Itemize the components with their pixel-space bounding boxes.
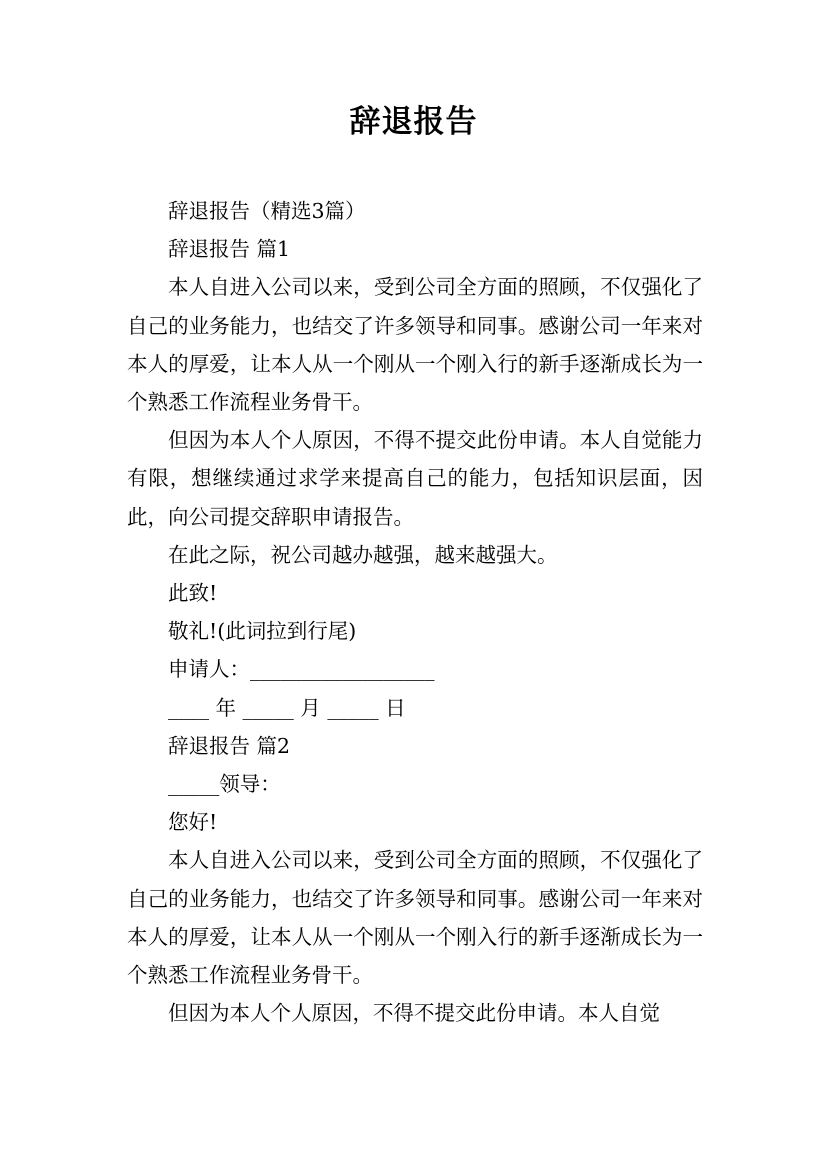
body-paragraph: 本人自进入公司以来，受到公司全方面的照顾，不仅强化了自己的业务能力，也结交了许多领导和同事。感谢公司一年来对本人的厚爱，让本人从一个刚从一个刚入行的新手逐渐成长为一个熟悉工作流程业务骨干。 bbox=[127, 275, 703, 415]
date-line: ____ 年 _____ 月 _____ 日 bbox=[168, 695, 406, 720]
closing-line: 此致! bbox=[168, 581, 218, 606]
salutation-line: 敬礼!(此词拉到行尾) bbox=[168, 619, 357, 644]
body-paragraph: 但因为本人个人原因，不得不提交此份申请。本人自觉 bbox=[168, 1001, 660, 1026]
body-paragraph: 本人自进入公司以来，受到公司全方面的照顾，不仅强化了自己的业务能力，也结交了许多领导和同事。感谢公司一年来对本人的厚爱，让本人从一个刚从一个刚入行的新手逐渐成长为一个熟悉工作流程业务骨干。 bbox=[127, 848, 703, 988]
body-paragraph: 但因为本人个人原因，不得不提交此份申请。本人自觉能力有限，想继续通过求学来提高自己的能力，包括知识层面，因此，向公司提交辞职申请报告。 bbox=[127, 428, 703, 529]
subtitle-paragraph: 辞退报告（精选3篇） bbox=[168, 199, 366, 223]
document-title: 辞退报告 bbox=[349, 104, 478, 140]
section-heading-2: 辞退报告 篇2 bbox=[168, 733, 291, 758]
applicant-line: 申请人：__________________ bbox=[168, 657, 435, 682]
section-heading-1: 辞退报告 篇1 bbox=[168, 237, 291, 262]
greeting-line: 您好! bbox=[168, 810, 218, 835]
addressee-line: _____领导： bbox=[168, 772, 281, 797]
document-body bbox=[127, 192, 703, 1032]
body-paragraph: 在此之际，祝公司越办越强，越来越强大。 bbox=[168, 542, 558, 567]
